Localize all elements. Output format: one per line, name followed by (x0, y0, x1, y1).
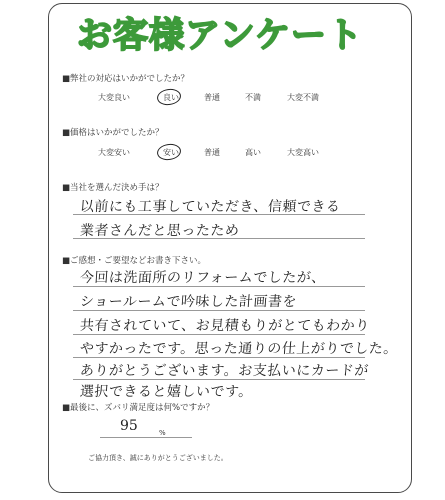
q1-option-very-dissatisfied: 大変不満 (287, 93, 319, 102)
handwritten-comment-line: やすかったです。思った通りの仕上がりでした。 (79, 341, 399, 357)
answer-rule (73, 379, 365, 380)
handwritten-comment-line: ありがとうございます。お支払いにカードが (79, 363, 370, 379)
answer-rule (73, 334, 365, 335)
handwritten-comment-line: ショールームで吟味した計画書を (79, 294, 298, 310)
q4-label: ■ご感想・ご要望などお書き下さい。 (62, 256, 207, 266)
answer-rule (73, 357, 365, 358)
question-price (62, 126, 164, 138)
score-rule (100, 437, 192, 438)
q3-label: ■当社を選んだ決め手は？ (62, 183, 164, 193)
question-satisfaction (62, 401, 218, 413)
answer-rule (73, 286, 365, 287)
q1-label: ■弊社の対応はいかがでしたか？ (62, 74, 190, 84)
handwritten-answer-line: 業者さんだと思ったため (79, 223, 240, 239)
answer-rule (73, 214, 365, 215)
answer-rule (73, 310, 365, 311)
q2-option-expensive: 高い (245, 148, 261, 157)
q1-option-normal: 普通 (204, 93, 220, 102)
question-deciding-factor (62, 181, 164, 193)
handwritten-comment-line: 選択できると嬉しいです。 (79, 384, 254, 400)
percent-unit: % (159, 429, 166, 437)
q2-option-very-cheap: 大変安い (98, 148, 130, 157)
question-service (62, 72, 189, 84)
q1-option-good: 良い (163, 93, 179, 102)
q1-option-very-good: 大変良い (98, 93, 130, 102)
q2-label: ■価格はいかがでしたか？ (62, 128, 164, 138)
q2-option-cheap: 安い (163, 148, 179, 157)
survey-title: お客様アンケート (77, 16, 363, 56)
handwritten-comment-line: 今回は洗面所のリフォームでしたが、 (79, 270, 327, 286)
handwritten-answer-line: 以前にも工事していただき、信頼できる (79, 199, 341, 215)
thank-you-footer: ご協力頂き、誠にありがとうございました。 (88, 454, 228, 462)
q2-option-very-expensive: 大変高い (287, 148, 319, 157)
question-comments (62, 254, 206, 266)
answer-rule (73, 238, 365, 239)
q5-label: ■最後に、ズバリ満足度は何%ですか？ (62, 403, 215, 413)
q2-option-normal: 普通 (204, 148, 220, 157)
satisfaction-score: 95 (120, 418, 138, 434)
handwritten-comment-line: 共有されていて、お見積もりがとてもわかり (79, 318, 371, 334)
q1-option-dissatisfied: 不満 (245, 93, 261, 102)
